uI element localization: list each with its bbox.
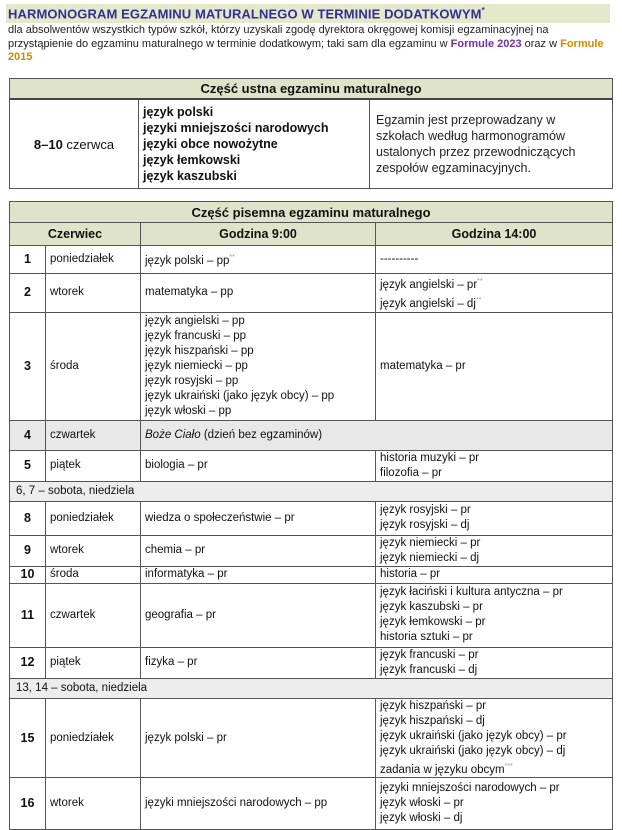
weekday: piątek (46, 450, 141, 481)
title-footnote-mark: * (481, 6, 485, 15)
afternoon-exam (376, 583, 613, 647)
weekday: wtorek (46, 778, 141, 830)
exam-entry: język francuski – pr (380, 648, 479, 661)
day-number: 3 (10, 312, 46, 420)
table-row (10, 566, 613, 583)
afternoon-exam (376, 246, 613, 274)
table-row (10, 698, 613, 778)
day-number: 5 (10, 450, 46, 481)
weekday: poniedziałek (46, 698, 141, 778)
day-number: 10 (10, 566, 46, 583)
table-row (10, 450, 613, 481)
exam-entry: język angielski – dj** (380, 296, 482, 310)
weekday: wtorek (46, 274, 141, 313)
day-number: 12 (10, 647, 46, 678)
exam-entry: historia sztuki – pr (380, 631, 473, 644)
afternoon-exam (376, 501, 613, 535)
formula-2023: Formule 2023 (450, 37, 522, 50)
table-row (10, 535, 613, 566)
morning-exam: matematyka – pp (141, 274, 376, 313)
formula-2015: Formule 2015 (8, 37, 604, 63)
exam-entry: historia muzyki – pr (380, 451, 480, 464)
table-row (10, 778, 613, 830)
weekend-label: 13, 14 – sobota, niedziela (10, 678, 613, 698)
schedule-rows (10, 246, 613, 830)
afternoon-exam (376, 450, 613, 481)
table-row (10, 501, 613, 535)
exam-entry: język ukraiński (jako język obcy) – pr (380, 729, 567, 742)
exam-entry: język łemkowski – pr (380, 616, 486, 629)
exam-entry: języki mniejszości narodowych – pr (380, 782, 560, 795)
holiday-cell: Boże Ciało (dzień bez egzaminów) (141, 420, 613, 450)
weekend-label: 6, 7 – sobota, niedziela (10, 481, 613, 501)
weekend-row (10, 678, 613, 698)
table-row (10, 274, 613, 313)
day-number: 11 (10, 583, 46, 647)
day-number: 9 (10, 535, 46, 566)
exam-entry: język włoski – pp (145, 404, 232, 417)
intro-text: dla absolwentów wszystkich typów szkół, którzy uzyskali zgodę dyrektora okręgowej komisji egzaminacyjnej na przystąpienie do egzaminu maturalnego w terminie dodatkowym; taki sam dla egzaminu w Formule 2023 oraz w Formule 2015 (8, 24, 604, 63)
exam-entry: język włoski – dj (380, 812, 463, 825)
oral-subject: język kaszubski (143, 169, 237, 183)
weekday: wtorek (46, 535, 141, 566)
col-14: Godzina 14:00 (376, 223, 613, 246)
oral-subject: język łemkowski (143, 153, 241, 167)
exam-entry: język rosyjski – pr (380, 504, 471, 517)
afternoon-exam (376, 698, 613, 778)
oral-subject: język polski (143, 105, 214, 119)
morning-exam: język polski – pp** (141, 246, 376, 274)
morning-exam: fizyka – pr (141, 647, 376, 678)
exam-entry: matematyka – pr (380, 359, 466, 372)
weekday: czwartek (46, 420, 141, 450)
oral-note: Egzamin jest przeprowadzany w szkołach według harmonogramów ustalonych przez przewodniczących zespołów egzaminacyjnych. (370, 99, 613, 189)
written-header: Część pisemna egzaminu maturalnego (10, 202, 613, 223)
exam-entry: język kaszubski – pr (380, 601, 483, 614)
oral-subjects (139, 99, 370, 189)
day-number: 2 (10, 274, 46, 313)
afternoon-exam (376, 647, 613, 678)
exam-entry: język angielski – pr** (380, 278, 483, 291)
exam-entry: język angielski – pp (145, 314, 245, 327)
day-number: 8 (10, 501, 46, 535)
day-number: 16 (10, 778, 46, 830)
morning-exam: chemia – pr (141, 535, 376, 566)
exam-entry: zadania w języku obcym*** (380, 762, 513, 776)
day-number: 15 (10, 698, 46, 778)
exam-entry: język niemiecki – pp (145, 359, 248, 372)
col-month: Czerwiec (10, 223, 141, 246)
exam-entry: język ukraiński (jako język obcy) – dj (380, 744, 566, 757)
exam-entry: język rosyjski – pp (145, 374, 239, 387)
day-number: 4 (10, 420, 46, 450)
oral-subject: języki obce nowożytne (143, 137, 278, 151)
morning-exam: informatyka – pr (141, 566, 376, 583)
table-row (10, 312, 613, 420)
afternoon-exam (376, 535, 613, 566)
written-exam-table (9, 201, 613, 830)
exam-entry: filozofia – pr (380, 466, 443, 479)
morning-exam: wiedza o społeczeństwie – pr (141, 501, 376, 535)
exam-entry: język francuski – dj (380, 663, 478, 676)
exam-entry: historia – pr (380, 568, 441, 581)
morning-exam: język polski – pr (141, 698, 376, 778)
exam-entry: język niemiecki – pr (380, 536, 481, 549)
weekday: poniedziałek (46, 246, 141, 274)
afternoon-exam (376, 566, 613, 583)
oral-exam-table (9, 78, 613, 189)
afternoon-exam (376, 274, 613, 313)
exam-entry: język rosyjski – dj (380, 519, 470, 532)
afternoon-exam (376, 312, 613, 420)
exam-entry: język hiszpański – pr (380, 699, 487, 712)
table-row (10, 583, 613, 647)
exam-entry: język francuski – pp (145, 329, 246, 342)
weekday: czwartek (46, 583, 141, 647)
table-row (10, 246, 613, 274)
weekday: poniedziałek (46, 501, 141, 535)
exam-entry: język włoski – pr (380, 797, 464, 810)
day-number: 1 (10, 246, 46, 274)
exam-entry: język niemiecki – dj (380, 551, 480, 564)
table-row (10, 647, 613, 678)
exam-entry: język hiszpański – dj (380, 714, 485, 727)
morning-exam: geografia – pr (141, 583, 376, 647)
exam-entry: język ukraiński (jako język obcy) – pp (145, 389, 335, 402)
oral-header: Część ustna egzaminu maturalnego (10, 79, 613, 100)
exam-entry: język hiszpański – pp (145, 344, 254, 357)
weekday: środa (46, 312, 141, 420)
exam-entry: język łaciński i kultura antyczna – pr (380, 586, 563, 599)
morning-exam: biologia – pr (141, 450, 376, 481)
exam-entry: ---------- (380, 253, 419, 265)
morning-exam (141, 312, 376, 420)
col-9: Godzina 9:00 (141, 223, 376, 246)
page-title: HARMONOGRAM EGZAMINU MATURALNEGO W TERMINIE DODATKOWYM* (8, 6, 485, 22)
oral-date: 8–10 czerwca (10, 99, 139, 189)
oral-subject: języki mniejszości narodowych (143, 121, 329, 135)
weekend-row (10, 481, 613, 501)
afternoon-exam (376, 778, 613, 830)
morning-exam: języki mniejszości narodowych – pp (141, 778, 376, 830)
table-row (10, 420, 613, 450)
weekday: środa (46, 566, 141, 583)
weekday: piątek (46, 647, 141, 678)
